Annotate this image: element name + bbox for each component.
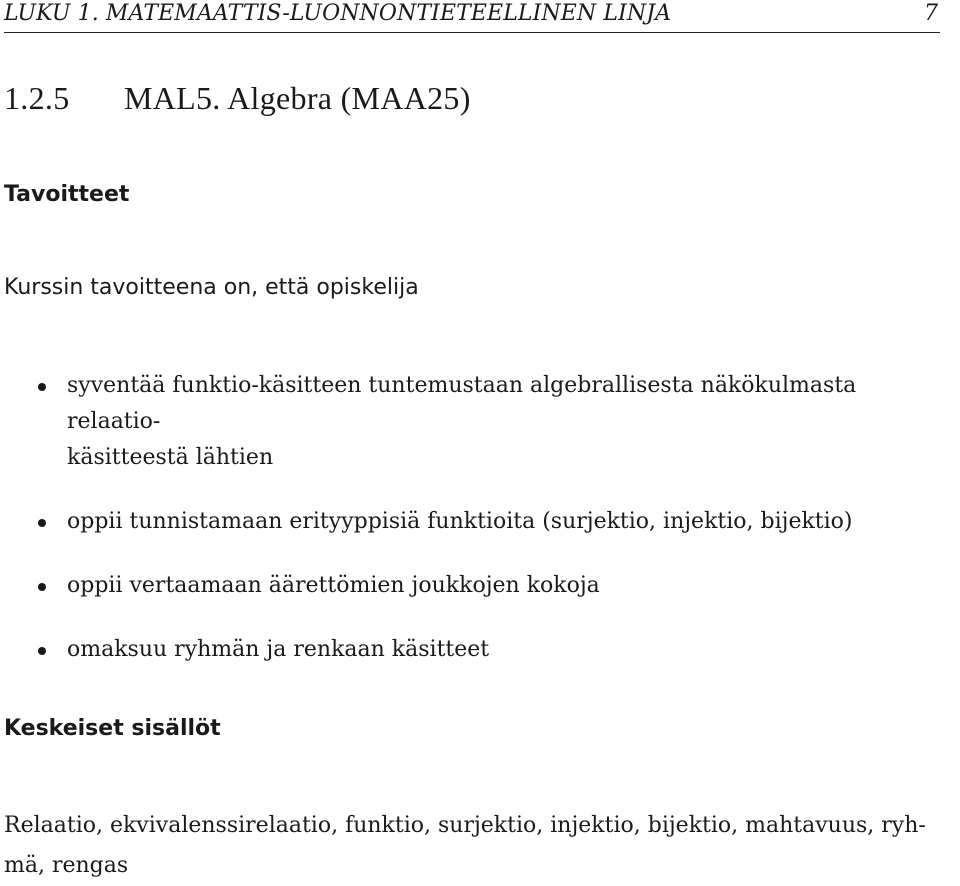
bullet-icon [38,519,46,527]
bullet-icon [38,383,46,391]
core-contents-line1: Relaatio, ekvivalenssirelaatio, funktio, surjektio, injektio, bijektio, mahtavuus, ryh- [4,813,926,838]
list-item-text: oppii tunnistamaan erityyppisiä funktioita (surjektio, injektio, bijektio) [67,509,853,534]
list-item-text: omaksuu ryhmän ja renkaan käsitteet [67,637,490,662]
list-item [0,568,945,604]
section-number: 1.2.5 [4,80,70,116]
list-item [0,504,945,540]
list-item-text-line1: syventää funktio-käsitteen tuntemustaan algebrallisesta näkökulmasta relaatio- [67,373,857,434]
list-item-text-line2: käsitteestä lähtien [67,445,274,470]
chapter-title: LUKU 1. MATEMAATTIS-LUONNONTIETEELLINEN LINJA [4,1,672,26]
list-item [0,368,945,476]
section-heading [4,80,471,117]
core-contents-heading: Keskeiset sisällöt [4,716,221,741]
list-item-text: oppii vertaamaan äärettömien joukkojen kokoja [67,573,600,598]
bullet-icon [38,583,46,591]
bullet-icon [38,647,46,655]
objectives-heading: Tavoitteet [4,182,130,207]
core-contents-line2: mä, rengas [4,853,129,878]
core-contents-text [4,806,926,886]
list-item [0,632,945,668]
objectives-intro: Kurssin tavoitteena on, että opiskelija [4,275,419,300]
page-number: 7 [924,1,938,26]
objectives-list [0,368,945,696]
running-header [4,0,940,33]
section-title: MAL5. Algebra (MAA25) [124,80,471,116]
